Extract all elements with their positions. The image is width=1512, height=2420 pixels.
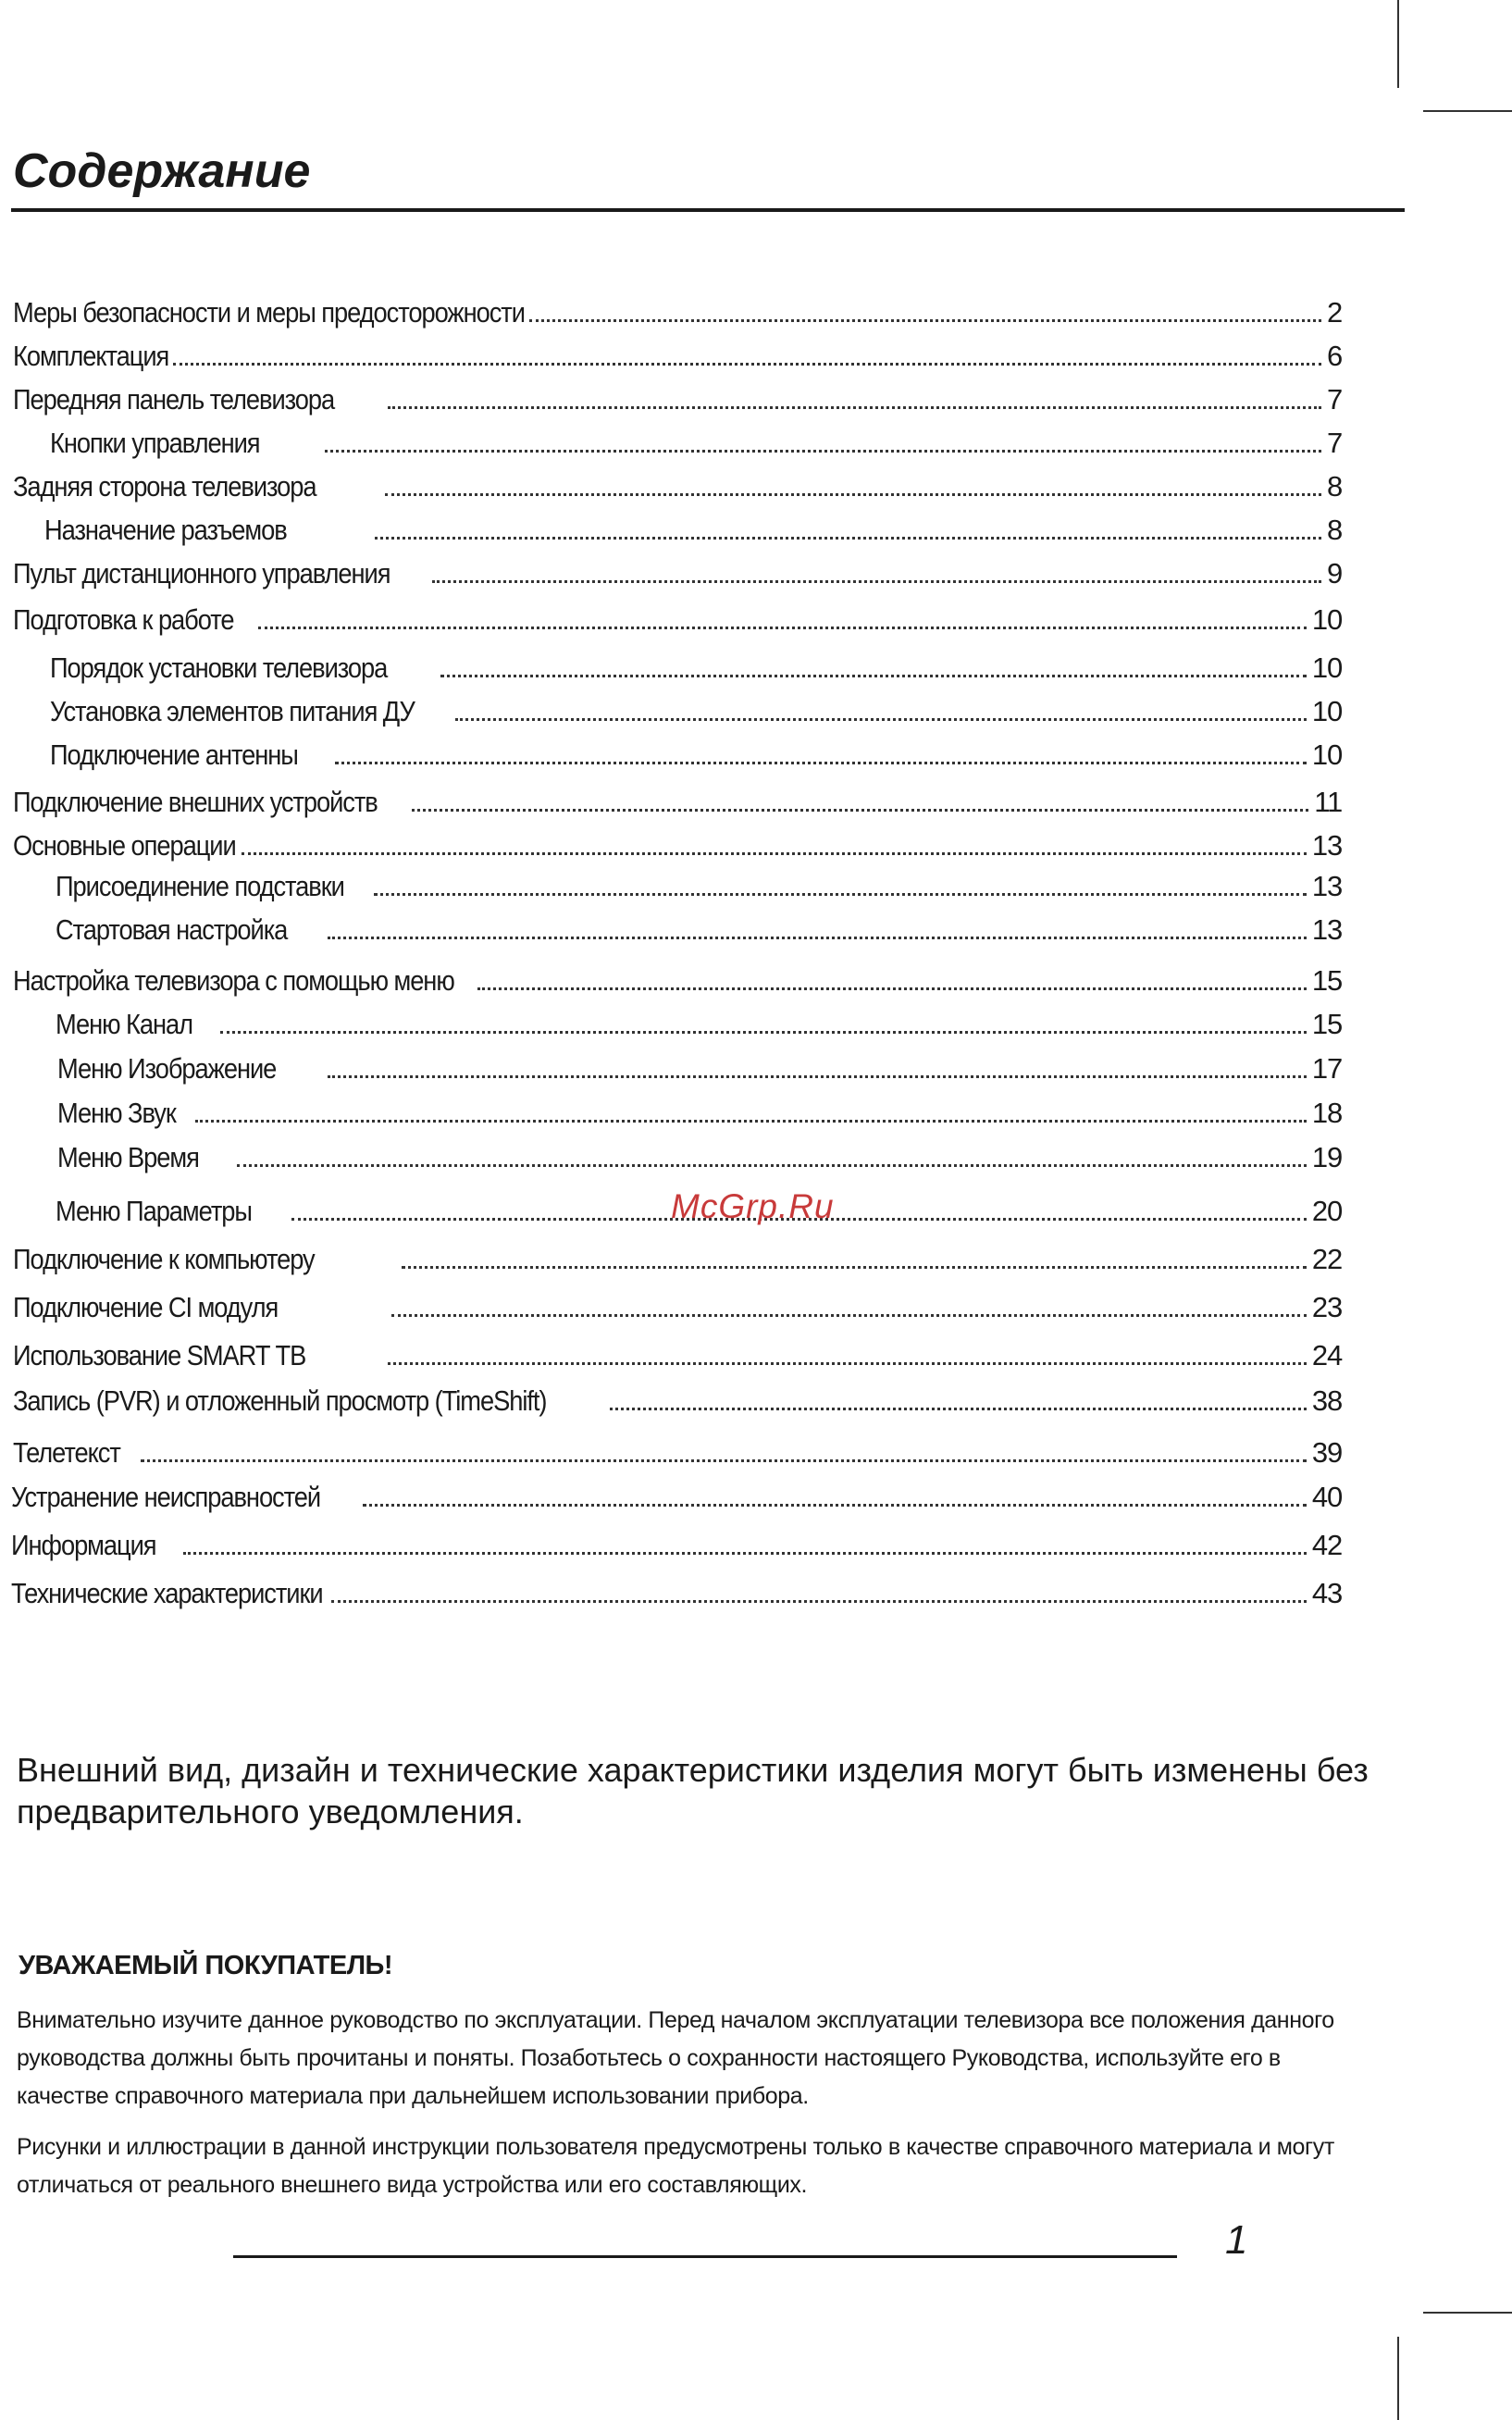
toc-entry[interactable] (13, 381, 1342, 418)
crop-mark-bottom-horizontal (1423, 2312, 1512, 2314)
toc-entry-page: 10 (1311, 652, 1342, 684)
notice-text: Внешний вид, дизайн и технические характеристики изделия могут быть изменены без предварительного уведомления. (17, 1751, 1369, 1831)
toc-entry[interactable] (13, 1434, 1342, 1471)
toc-entry[interactable] (50, 425, 1342, 462)
toc-entry-label: Порядок установки телевизора (50, 652, 388, 684)
toc-leader-dots (440, 673, 1307, 677)
toc-entry[interactable] (11, 1527, 1342, 1564)
toc-entry-page: 39 (1311, 1436, 1342, 1469)
toc-entry-page: 13 (1311, 870, 1342, 902)
toc-entry[interactable] (13, 962, 1342, 999)
toc-entry-page: 20 (1311, 1195, 1342, 1227)
toc-entry[interactable] (13, 294, 1342, 331)
toc-entry-page: 15 (1311, 1008, 1342, 1040)
toc-entry[interactable] (57, 1050, 1342, 1087)
toc-entry[interactable] (13, 555, 1342, 592)
toc-entry-label: Подключение CI модуля (13, 1291, 279, 1323)
customer-paragraph-1: Внимательно изучите данное руководство по эксплуатации. Перед началом эксплуатации телевизора все положения данного руководства должны быть прочитаны и поняты. Позаботьтесь о сохранности настоящего Руководства, используйте его в качестве справочного материала при дальнейшем использовании прибора. (17, 2007, 1334, 2109)
toc-leader-dots (328, 1073, 1306, 1078)
toc-entry-page: 13 (1311, 829, 1342, 862)
customer-heading: УВАЖАЕМЫЙ ПОКУПАТЕЛЬ! (19, 1951, 393, 1980)
toc-entry-page: 40 (1311, 1481, 1342, 1513)
toc-entry[interactable] (56, 912, 1342, 949)
toc-entry-page: 7 (1326, 383, 1342, 416)
toc-entry-label: Подключение антенны (50, 738, 298, 771)
toc-entry[interactable] (56, 868, 1342, 905)
toc-entry-page: 15 (1311, 964, 1342, 997)
footer-rule (233, 2255, 1177, 2258)
toc-entry-label: Подключение к компьютеру (13, 1243, 315, 1275)
toc-leader-dots (477, 986, 1307, 990)
toc-entry-page: 13 (1311, 913, 1342, 946)
toc-entry[interactable] (13, 1289, 1342, 1326)
toc-entry-page: 18 (1311, 1097, 1342, 1129)
toc-entry[interactable] (13, 602, 1342, 639)
toc-entry-page: 6 (1326, 340, 1342, 372)
toc-entry-label: Настройка телевизора с помощью меню (13, 964, 454, 997)
customer-paragraph-2: Рисунки и иллюстрации в данной инструкции пользователя предусмотрены только в качестве справочного материала и могут отличаться от реального внешнего вида устройства или его составляющих. (17, 2134, 1334, 2198)
toc-leader-dots (388, 404, 1321, 409)
toc-entry-page: 22 (1311, 1243, 1342, 1275)
toc-entry-label: Передняя панель телевизора (13, 383, 335, 416)
toc-entry-label: Назначение разъемов (44, 514, 287, 546)
toc-leader-dots (328, 935, 1306, 939)
toc-leader-dots (412, 807, 1308, 812)
toc-entry-label: Кнопки управления (50, 427, 260, 459)
toc-entry-label: Запись (PVR) и отложенный просмотр (TimeShift) (13, 1384, 547, 1417)
crop-mark-top-horizontal (1423, 110, 1512, 112)
toc-entry-label: Комплектация (13, 340, 169, 372)
toc-leader-dots (220, 1029, 1307, 1034)
toc-entry-page: 2 (1326, 296, 1342, 329)
toc-entry-page: 23 (1311, 1291, 1342, 1323)
toc-entry-label: Пульт дистанционного управления (13, 557, 390, 589)
toc-leader-dots (335, 760, 1307, 764)
toc-leader-dots (237, 1162, 1307, 1167)
toc-entry-page: 8 (1326, 470, 1342, 503)
toc-entry[interactable] (11, 1575, 1342, 1612)
toc-leader-dots (385, 491, 1321, 496)
toc-leader-dots (455, 716, 1307, 721)
toc-entry[interactable] (11, 1479, 1342, 1516)
toc-entry[interactable] (13, 827, 1342, 864)
crop-mark-top-vertical (1397, 0, 1399, 88)
toc-entry-page: 8 (1326, 514, 1342, 546)
toc-entry[interactable] (13, 1241, 1342, 1278)
toc-entry-page: 10 (1311, 738, 1342, 771)
toc-entry-label: Телетекст (13, 1436, 120, 1469)
toc-entry[interactable] (13, 784, 1342, 821)
toc-entry[interactable] (50, 737, 1342, 774)
toc-entry-label: Установка элементов питания ДУ (50, 695, 415, 727)
toc-leader-dots (331, 1598, 1306, 1603)
toc-entry-label: Меню Звук (57, 1097, 176, 1129)
toc-leader-dots (529, 317, 1321, 322)
toc-entry[interactable] (13, 468, 1342, 505)
toc-entry[interactable] (57, 1139, 1342, 1176)
toc-leader-dots (242, 850, 1306, 855)
toc-entry-page: 9 (1326, 557, 1342, 589)
toc-entry-label: Информация (11, 1529, 156, 1561)
toc-entry-label: Задняя сторона телевизора (13, 470, 316, 503)
toc-entry-page: 17 (1311, 1052, 1342, 1085)
toc-leader-dots (375, 535, 1321, 540)
toc-entry[interactable] (57, 1095, 1342, 1132)
toc-leader-dots (141, 1458, 1307, 1462)
toc-entry-label: Подготовка к работе (13, 603, 234, 636)
toc-entry-label: Технические характеристики (11, 1577, 323, 1609)
toc-entry-page: 43 (1311, 1577, 1342, 1609)
toc-entry-label: Меню Изображение (57, 1052, 277, 1085)
toc-entry-page: 19 (1311, 1141, 1342, 1173)
toc-leader-dots (391, 1312, 1307, 1317)
toc-entry-label: Меню Параметры (56, 1195, 252, 1227)
toc-entry-label: Основные операции (13, 829, 236, 862)
toc-entry-label: Меню Канал (56, 1008, 192, 1040)
toc-leader-dots (183, 1550, 1307, 1555)
toc-entry-page: 11 (1314, 786, 1342, 818)
toc-entry[interactable] (44, 512, 1342, 549)
watermark-text: McGrp.Ru (671, 1187, 835, 1225)
toc-entry[interactable] (50, 693, 1342, 730)
crop-mark-bottom-vertical (1397, 2337, 1399, 2420)
page-title: Содержание (13, 144, 311, 198)
toc-leader-dots (388, 1360, 1307, 1365)
toc-leader-dots (258, 625, 1307, 629)
toc-entry[interactable] (13, 338, 1342, 375)
title-underline (11, 208, 1405, 212)
toc-entry-page: 7 (1326, 427, 1342, 459)
toc-leader-dots (402, 1264, 1307, 1269)
toc-entry-page: 24 (1311, 1339, 1342, 1371)
toc-entry-label: Стартовая настройка (56, 913, 288, 946)
toc-entry-label: Использование SMART ТВ (13, 1339, 306, 1371)
toc-entry-page: 10 (1311, 603, 1342, 636)
toc-leader-dots (610, 1406, 1307, 1410)
toc-leader-dots (195, 1118, 1307, 1123)
toc-leader-dots (432, 578, 1321, 583)
toc-entry-page: 10 (1311, 695, 1342, 727)
toc-entry-label: Присоединение подставки (56, 870, 344, 902)
toc-entry[interactable] (56, 1006, 1342, 1043)
toc-leader-dots (325, 448, 1321, 453)
toc-entry-label: Устранение неисправностей (11, 1481, 321, 1513)
toc-entry[interactable] (50, 650, 1342, 687)
toc-entry-page: 38 (1311, 1384, 1342, 1417)
toc-leader-dots (374, 891, 1307, 896)
toc-entry[interactable] (13, 1337, 1342, 1374)
toc-leader-dots (173, 361, 1321, 366)
toc-entry-label: Меры безопасности и меры предосторожности (13, 296, 525, 329)
page-number: 1 (1225, 2217, 1248, 2263)
toc-entry-label: Подключение внешних устройств (13, 786, 378, 818)
toc-entry-page: 42 (1311, 1529, 1342, 1561)
toc-leader-dots (363, 1502, 1307, 1507)
toc-entry[interactable] (13, 1383, 1342, 1420)
toc-entry-label: Меню Время (57, 1141, 199, 1173)
